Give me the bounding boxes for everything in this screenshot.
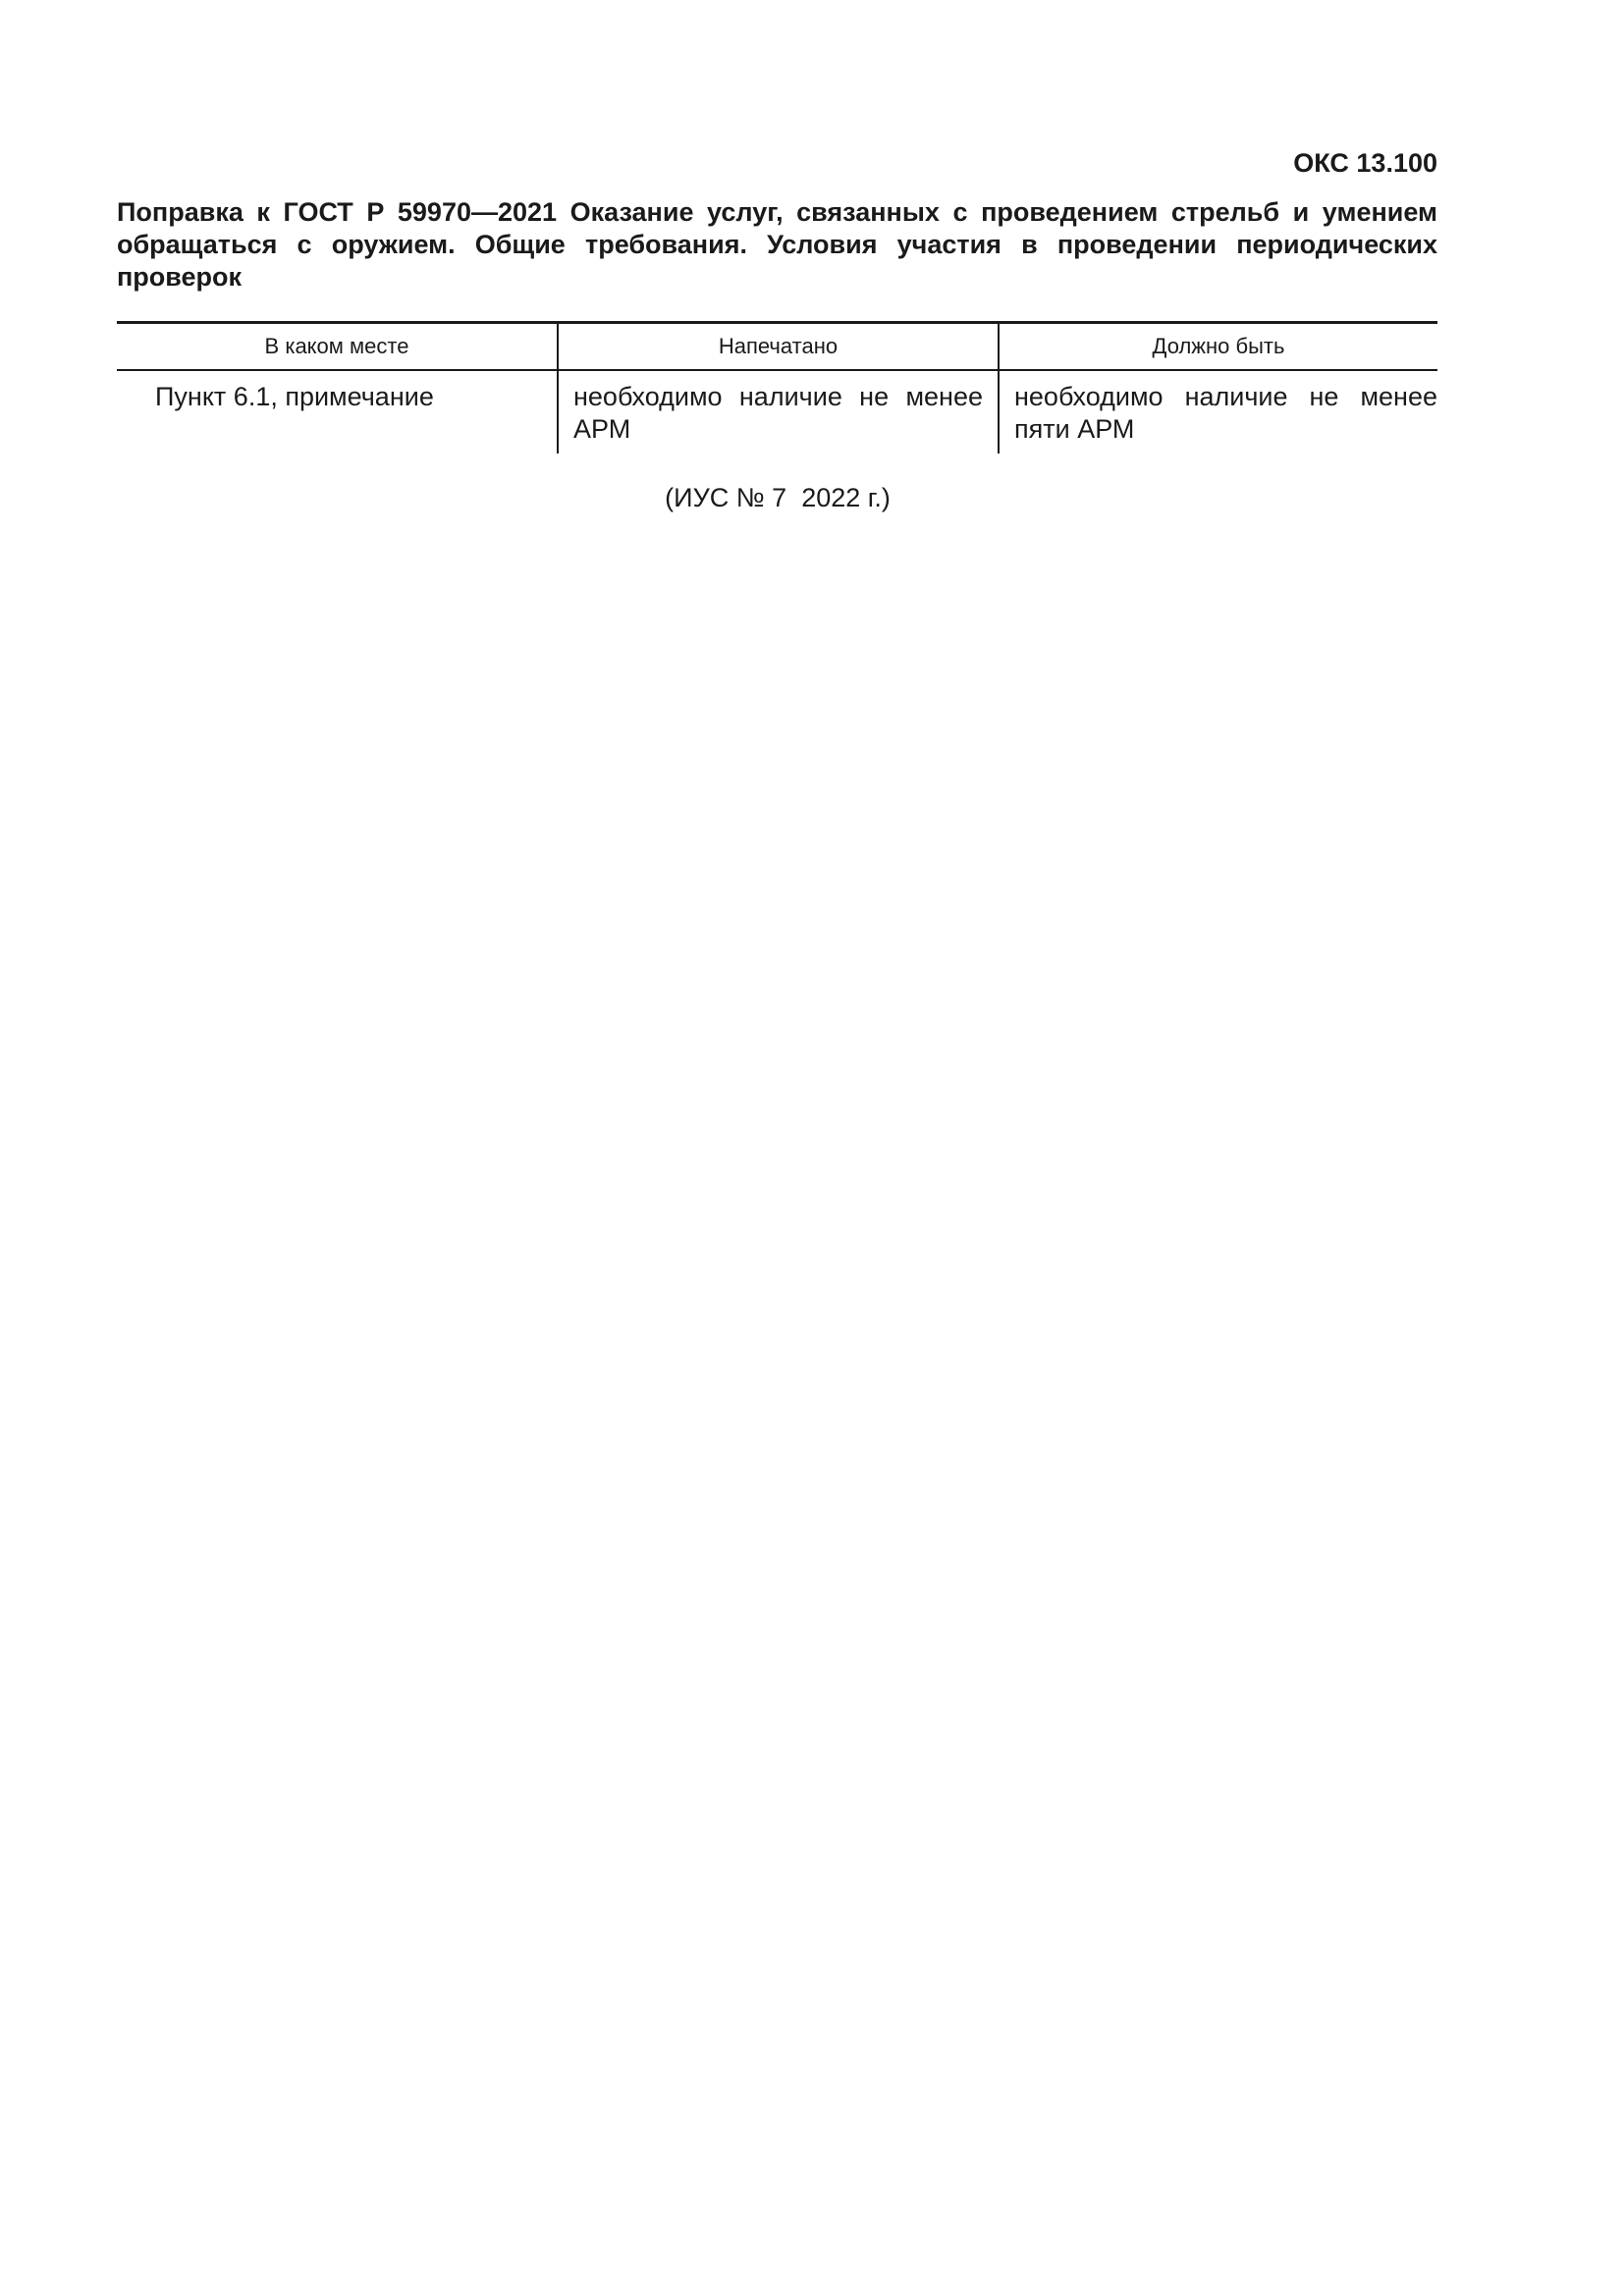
- ius-reference: (ИУС № 7 2022 г.): [665, 483, 891, 512]
- cell-printed: необходимо наличие не менее АРМ: [558, 370, 999, 454]
- amendment-table: [117, 321, 1437, 454]
- cell-place: Пункт 6.1, примечание: [155, 382, 434, 411]
- header-should-be: Должно быть: [999, 323, 1437, 371]
- table-row: [117, 370, 1437, 454]
- table-header-row: [117, 323, 1437, 371]
- header-place: В каком месте: [117, 323, 558, 371]
- cell-should-be: необходимо наличие не менее пяти АРМ: [999, 370, 1437, 454]
- header-printed: Напечатано: [558, 323, 999, 371]
- document-title: Поправка к ГОСТ Р 59970—2021 Оказание услуг, связанных с проведением стрельб и умением обращаться с оружием. Общие требования. Условия участия в проведении периодических проверок: [117, 197, 1437, 292]
- classification-code: ОКС 13.100: [1293, 148, 1437, 178]
